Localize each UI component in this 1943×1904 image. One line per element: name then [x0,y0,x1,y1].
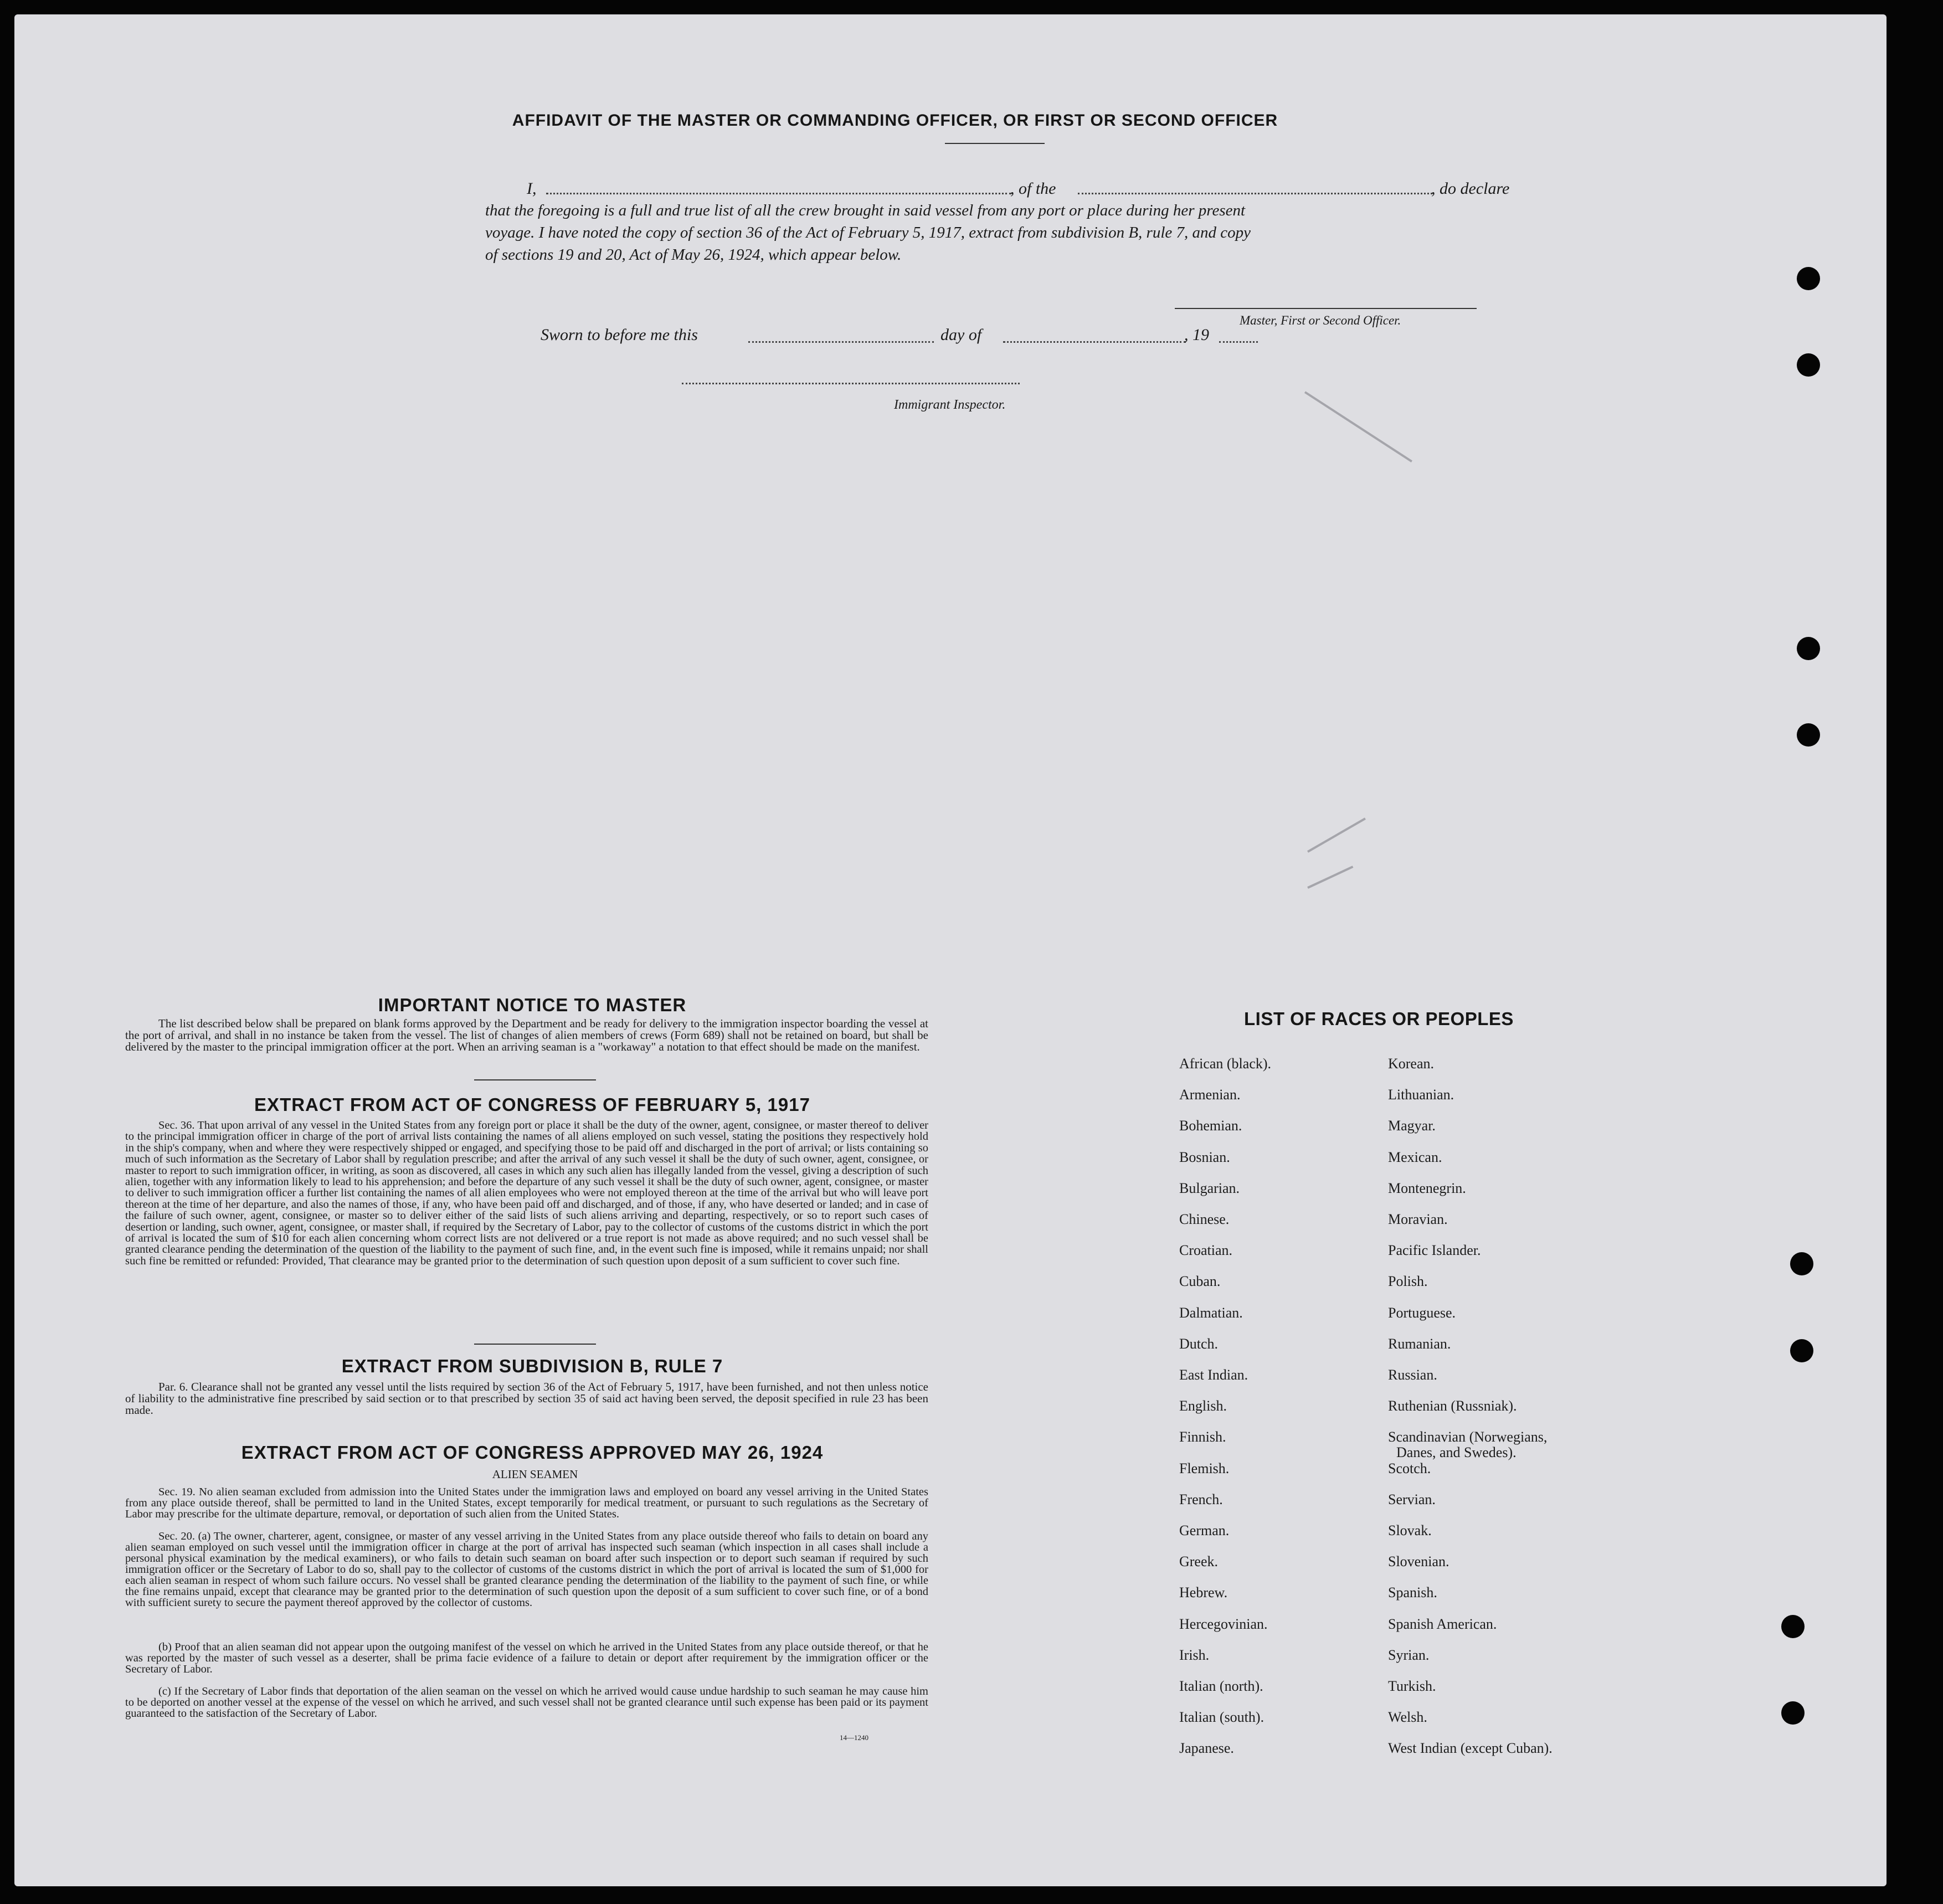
sec20a-text: Sec. 20. (a) The owner, charterer, agent, consignee, or master of any vessel arriving in the United States from any place outside thereof who fails to detain on board any alien seaman employed on such vessel until the immigration officer in charge at the port of arrival has inspected such seaman (which inspection in all cases shall include a personal physical examination by the medical examiners), or who fails to detain such seaman on board after such inspection or to deport such seaman if required by such immigration officer or the Secretary of Labor to do so, shall pay to the collector of customs of the customs district in which the port of arrival is located the sum of $1,000 for each alien seaman in respect of whom such failure occurs. No vessel shall be granted clearance pending the determination of the liability to the payment of such fine, or while the fine remains unpaid, except that clearance may be granted prior to the determination of such question upon the deposit of a sum sufficient to cover such fine, or of a bond with sufficient surety to secure the payment thereof approved by the collector of customs. [125,1530,928,1609]
sworn-text: Sworn to before me this [541,326,698,344]
race-item: Flemish. [1179,1460,1230,1476]
race-item: Bosnian. [1179,1149,1230,1165]
rule7-title: EXTRACT FROM SUBDIVISION B, RULE 7 [341,1356,723,1376]
race-item: Dutch. [1179,1335,1219,1352]
race-item: Japanese. [1179,1740,1234,1757]
race-item: Hercegovinian. [1179,1615,1268,1632]
race-item: Magyar. [1388,1118,1436,1134]
sec20b-text: (b) Proof that an alien seaman did not appear upon the outgoing manifest of the vessel on which he arrived in the United States from any place outside thereof, or that he was reported by the master of such vessel as a deserter, shall be prima facie evidence of a failure to detain or deport after requirement by the immigration officer or the Secretary of Labor. [125,1641,928,1675]
race-item: Italian (south). [1179,1709,1265,1726]
race-item: Cuban. [1179,1273,1221,1290]
race-item: Spanish. [1388,1584,1437,1601]
notice-text: The list described below shall be prepared on blank forms approved by the Department and be ready for delivery to the immigration inspector boarding the vessel at the port of arrival, and shall in no instance be taken from the vessel. The list of changes of alien members of crews (Form 689) shall not be retained on board, but shall be delivered by the master to the principal immigration officer at the port. When an arriving seaman is a "workaway" a notation to that effect should be made on the manifest. [125,1017,928,1053]
sec19-text: Sec. 19. No alien seaman excluded from admission into the United States under the immigration laws and employed on board any vessel arriving in the United States from any place outside thereof, shall be permitted to land in the United States, except temporarily for medical treatment, or pursuant to such regulations as the Secretary of Labor may prescribe for the ultimate departure, removal, or deportation of such alien from the United States. [125,1486,928,1520]
divider [474,1079,596,1080]
race-item: Irish. [1179,1646,1210,1663]
rule7-text: Par. 6. Clearance shall not be granted any vessel until the lists required by section 36 of the Act of February 5, 1917, have been furnished, and not then unless notice of liability to the administrative fine prescribed by said section or to that prescribed by section 35 of said act having been served, the deposit specified in rule 23 has been made. [125,1380,928,1417]
master-signature-line[interactable] [1175,308,1477,309]
race-item: Russian. [1388,1367,1437,1383]
race-item: Spanish American. [1388,1615,1497,1632]
race-item: Korean. [1388,1056,1435,1072]
race-item: Bulgarian. [1179,1180,1240,1196]
race-item: Mexican. [1388,1149,1442,1165]
race-item: Montenegrin. [1388,1180,1466,1196]
race-item: African (black). [1179,1056,1272,1072]
race-item: Pacific Islander. [1388,1242,1481,1259]
race-item: Welsh. [1388,1709,1427,1726]
inspector-signature-line[interactable] [682,383,1020,384]
affidavit-of-the: , of the [1010,179,1056,198]
race-item: Turkish. [1388,1678,1436,1694]
sworn-day-blank[interactable] [748,341,934,343]
race-item: Portuguese. [1388,1304,1456,1321]
pencil-mark [1307,866,1353,889]
extract-1917-text: Sec. 36. That upon arrival of any vessel in the United States from any foreign port or place it shall be the duty of the owner, agent, consignee, or master thereof to deliver to the principal immigration officer in charge of the port of arrival lists containing the names of all aliens employed on such vessel, stating the positions they respectively hold in the ship's company, when and where they were respectively shipped or engaged, and specifying those to be paid off and discharged in the port of arrival; or lists containing so much of such information as the Secretary of Labor shall by regulation prescribe; and after the arrival of any such vessel it shall be the duty of such owner, agent, consignee, or master to report to such immigration officer, in writing, as soon as discovered, all cases in which any such alien has illegally landed from the vessel, giving a description of such alien, together with any information likely to lead to his apprehension; and before the departure of any such vessel it shall be the duty of such owner, agent, consignee, or master to deliver to such immigration officer a further list containing the names of all alien employees who were not employed thereon at the time of the arrival but who will leave port thereon at the time of her departure, and also the names of those, if any, who have been paid off and discharged, and of those, if any, who have deserted or landed; and in case of the failure of such owner, agent, consignee, or master so to deliver either of the said lists of such aliens arriving and departing, respectively, or so to report such cases of desertion or landing, such owner, agent, consignee, or master shall, if required by the Secretary of Labor, pay to the collector of customs of the customs district in which the port of arrival is located the sum of $10 for each alien concerning whom correct lists are not delivered or a true report is not made as above required; and no such vessel shall be granted clearance pending the determination of the question of the liability to the payment of such fine, and, in the event such fine is imposed, while it remains unpaid; nor shall such fine be remitted or refunded: Provided, That clearance may be granted prior to the determination of such question upon deposit of a sum sufficient to cover such fine. [125,1119,928,1267]
race-item: Armenian. [1179,1087,1241,1103]
race-item: German. [1179,1522,1230,1538]
race-item: Servian. [1388,1491,1436,1507]
race-item: Italian (north). [1179,1678,1263,1694]
inspector-caption: Immigrant Inspector. [894,398,1006,412]
race-item: West Indian (except Cuban). [1388,1740,1553,1757]
race-item: Greek. [1179,1553,1219,1570]
race-item: Moravian. [1388,1211,1448,1227]
alien-seamen-subtitle: ALIEN SEAMEN [492,1468,578,1481]
race-item: Ruthenian (Russniak). [1388,1398,1517,1414]
races-title: LIST OF RACES OR PEOPLES [1244,1008,1514,1029]
year-text: , 19 [1184,326,1209,344]
race-scandinavian-continued: Danes, and Swedes). [1396,1444,1517,1460]
name-blank[interactable] [546,193,1011,194]
extract-1917-title: EXTRACT FROM ACT OF CONGRESS OF FEBRUARY 5, 1917 [254,1094,810,1115]
document-sheet [14,14,1887,1886]
affidavit-do-declare: , do declare [1431,179,1510,198]
race-item: Slovenian. [1388,1553,1449,1570]
pencil-mark [1304,391,1412,462]
race-item: Croatian. [1179,1242,1233,1259]
race-item: Hebrew. [1179,1584,1228,1601]
form-number: 14—1240 [840,1733,868,1742]
punch-hole [1781,1615,1805,1638]
race-item: Chinese. [1179,1211,1230,1227]
punch-hole [1790,1339,1813,1362]
race-item: Rumanian. [1388,1335,1451,1352]
punch-hole [1797,723,1820,747]
race-item: Scotch. [1388,1460,1431,1476]
race-item: French. [1179,1491,1223,1507]
race-item: Scandinavian (Norwegians, [1388,1429,1548,1445]
affidavit-i: I, [527,179,537,198]
divider [474,1344,596,1345]
sworn-month-blank[interactable] [1003,341,1186,343]
vessel-blank[interactable] [1078,193,1432,194]
race-item: East Indian. [1179,1367,1248,1383]
punch-hole [1781,1701,1805,1725]
race-item: Lithuanian. [1388,1087,1454,1103]
punch-hole [1797,637,1820,660]
sworn-year-blank[interactable] [1219,341,1258,343]
race-item: Syrian. [1388,1646,1430,1663]
race-item: Finnish. [1179,1429,1226,1445]
affidavit-para-line4: of sections 19 and 20, Act of May 26, 1924, which appear below. [485,246,902,264]
affidavit-title: AFFIDAVIT OF THE MASTER OR COMMANDING OFFICER, OR FIRST OR SECOND OFFICER [512,111,1278,130]
notice-title: IMPORTANT NOTICE TO MASTER [378,995,687,1015]
punch-hole [1797,353,1820,377]
day-of-text: day of [940,326,982,344]
race-item: Polish. [1388,1273,1428,1290]
extract-1924-title: EXTRACT FROM ACT OF CONGRESS APPROVED MAY 26, 1924 [241,1442,824,1463]
title-underline [945,143,1045,144]
race-item: Bohemian. [1179,1118,1242,1134]
punch-hole [1797,267,1820,290]
race-item: Dalmatian. [1179,1304,1243,1321]
affidavit-para-line2: that the foregoing is a full and true list of all the crew brought in said vessel from any port or place during her present [485,202,1246,219]
race-item: Slovak. [1388,1522,1432,1538]
pencil-mark [1307,817,1366,852]
punch-hole [1790,1252,1813,1275]
race-item: English. [1179,1398,1227,1414]
master-signature-caption: Master, First or Second Officer. [1240,313,1401,327]
affidavit-para-line3: voyage. I have noted the copy of section 36 of the Act of February 5, 1917, extract from subdivision B, rule 7, and copy [485,224,1251,241]
sec20c-text: (c) If the Secretary of Labor finds that deportation of the alien seaman on the vessel on which he arrived would cause undue hardship to such seaman he may cause him to be deported on another vessel at the expense of the vessel on which he arrived, and such vessel shall not be granted clearance until such expense has been paid or its payment guaranteed to the satisfaction of the Secretary of Labor. [125,1685,928,1720]
